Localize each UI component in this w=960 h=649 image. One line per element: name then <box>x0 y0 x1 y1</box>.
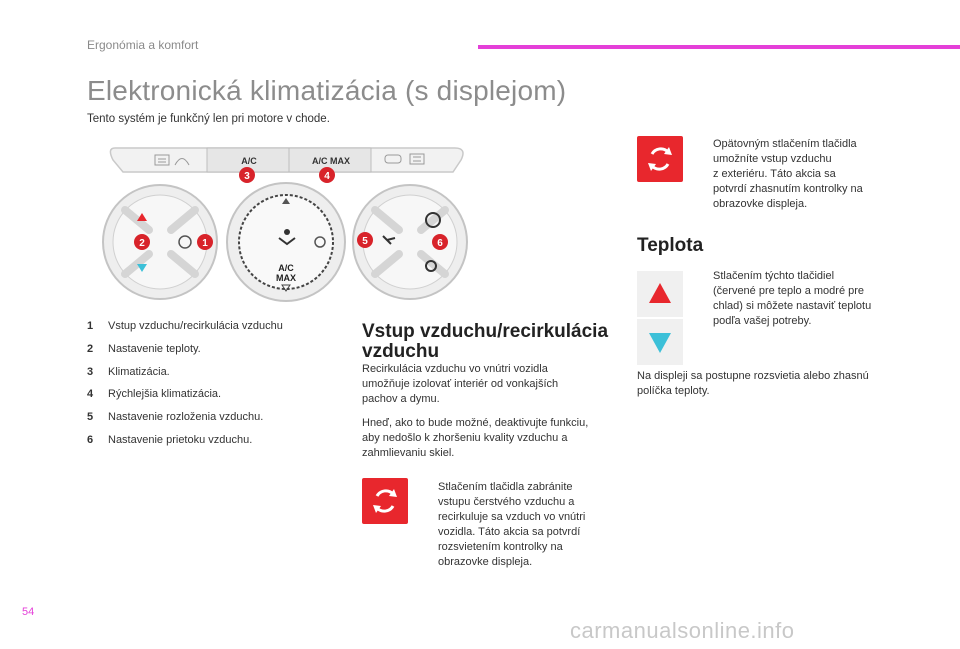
list-item: 5 Nastavenie rozloženia vzduchu. <box>87 411 264 424</box>
arrow-up-icon <box>637 271 683 317</box>
svg-text:1: 1 <box>202 238 208 249</box>
recirculation-button-image <box>362 478 408 524</box>
display-paragraph: Na displeji sa postupne rozsvietia alebo zhasnú políčka teploty. <box>637 370 869 397</box>
section-heading-temperature: Teplota <box>637 235 704 256</box>
section-header: Ergonómia a komfort <box>87 38 199 52</box>
intro-text: Tento systém je funkčný len pri motore v chode. <box>87 113 330 125</box>
page-title: Elektronická klimatizácia (s displejom) <box>87 75 567 106</box>
header-accent-bar <box>478 45 960 49</box>
watermark: carmanualsonline.info <box>570 618 795 643</box>
svg-text:4: 4 <box>324 171 330 182</box>
center-display-dial <box>227 183 345 301</box>
svg-text:6: 6 <box>437 238 443 249</box>
list-item: 3 Klimatizácia. <box>87 365 170 378</box>
recirculation-off-button-image <box>637 136 683 182</box>
temperature-bullet: Stlačením týchto tlačidiel (červené pre teplo a modré pre chlad) si môžete nastaviť teplotu podľa vašej potreby. <box>713 270 872 327</box>
arrow-down-icon <box>637 319 683 365</box>
list-item: 6 Nastavenie prietoku vzduchu. <box>87 433 253 446</box>
temperature-up-button-image <box>637 271 683 317</box>
ac-button: A/C <box>241 156 257 166</box>
center-ac-label: A/C <box>278 263 294 273</box>
recirculation-icon <box>637 136 683 182</box>
ac-max-button: A/C MAX <box>312 156 350 166</box>
air-bullet: Stlačením tlačidla zabránite vstupu čerstvého vzduchu a recirkuluje sa vzduch vo vnútri vozidla. Táto akcia sa potvrdí rozsvietením kontrolky na obrazovke displeja. <box>438 481 586 568</box>
svg-text:5: 5 <box>362 236 368 247</box>
list-item: 2 Nastavenie teploty. <box>87 342 201 355</box>
list-item: 1 Vstup vzduchu/recirkulácia vzduchu <box>87 320 283 332</box>
climate-panel-illustration <box>95 140 470 310</box>
svg-text:2: 2 <box>139 238 145 249</box>
right-top-bullet: Opätovným stlačením tlačidla umožníte vstup vzduchu z exteriéru. Táto akcia sa potvrdí zhasnutím kontrolky na obrazovke displeja. <box>713 138 863 210</box>
legend-list <box>87 320 337 457</box>
svg-text:3: 3 <box>244 171 250 182</box>
air-paragraph-2: Hneď, ako to bude možné, deaktivujte funkciu, aby nedošlo k zhoršeniu kvality vzduchu a zahmlievaniu skiel. <box>362 417 589 459</box>
center-max-label: MAX <box>276 273 296 283</box>
page-number: 54 <box>22 606 35 618</box>
air-paragraph-1: Recirkulácia vzduchu vo vnútri vozidla umožňuje izolovať interiér od vonkajších pachov a dymu. <box>362 363 559 405</box>
temperature-down-button-image <box>637 319 683 365</box>
list-item: 4 Rýchlejšia klimatizácia. <box>87 388 222 401</box>
section-heading-air: Vstup vzduchu/recirkulácia vzduchu <box>362 321 609 362</box>
top-button-bar <box>110 148 463 172</box>
recirculation-icon <box>362 478 408 524</box>
